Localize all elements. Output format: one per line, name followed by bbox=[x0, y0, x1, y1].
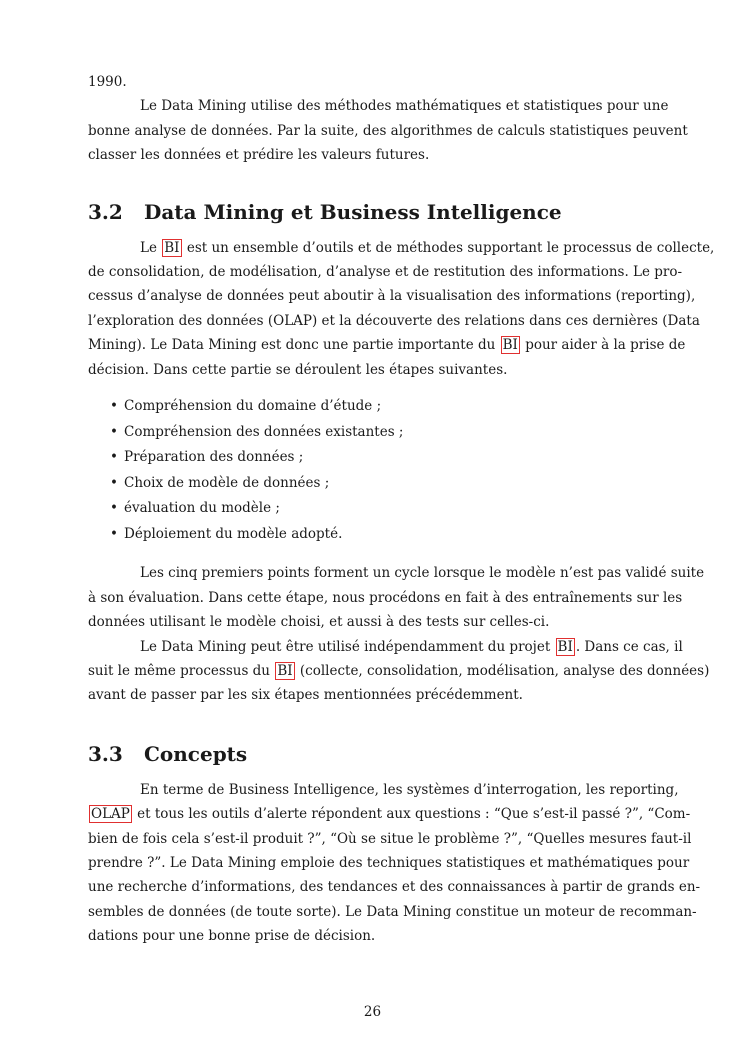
bullet-icon: • bbox=[110, 525, 118, 542]
paragraph-line: sembles de données (de toute sorte). Le Data Mining constitue un moteur de recomman- bbox=[88, 903, 697, 920]
section-heading-3-3 bbox=[88, 738, 656, 770]
paragraph-line: prendre ?”. Le Data Mining emploie des techniques statistiques et mathématiques pour bbox=[88, 854, 690, 871]
text-run: Le Data Mining peut être utilisé indépendamment du projet bbox=[140, 638, 551, 655]
text-run: suit le même processus du bbox=[88, 663, 271, 680]
paragraph-line: données utilisant le modèle choisi, et aussi à des tests sur celles-ci. bbox=[88, 614, 550, 631]
steps-list bbox=[88, 394, 656, 548]
paragraph-line: à son évaluation. Dans cette étape, nous procédons en fait à des entraînements sur les bbox=[88, 589, 683, 606]
paragraph-line bbox=[88, 659, 710, 683]
section-heading-3-2 bbox=[88, 196, 656, 228]
list-item bbox=[88, 471, 656, 497]
paragraph-line: En terme de Business Intelligence, les systèmes d’interrogation, les reporting, bbox=[140, 781, 679, 798]
top-para-line: bonne analyse de données. Par la suite, des algorithmes de calculs statistiques peuvent bbox=[88, 122, 688, 139]
text-run: Mining). Le Data Mining est donc une partie importante du bbox=[88, 337, 496, 354]
list-item bbox=[88, 445, 656, 471]
list-item-text: évaluation du modèle ; bbox=[124, 500, 280, 517]
top-para-line: classer les données et prédire les valeurs futures. bbox=[88, 147, 430, 164]
list-item-text: Choix de modèle de données ; bbox=[124, 474, 330, 491]
bullet-icon: • bbox=[110, 500, 118, 517]
list-item-text: Déploiement du modèle adopté. bbox=[124, 525, 343, 542]
paragraph-line: l’exploration des données (OLAP) et la découverte des relations dans ces dernières (Data bbox=[88, 312, 700, 329]
section-title: Concepts bbox=[144, 741, 248, 766]
section-number: 3.2 bbox=[88, 199, 123, 224]
bullet-icon: • bbox=[110, 449, 118, 466]
paragraph-line bbox=[88, 802, 691, 826]
document-page bbox=[88, 70, 715, 949]
list-item-text: Compréhension du domaine d’étude ; bbox=[124, 397, 382, 414]
paragraph-line: cessus d’analyse de données peut aboutir à la visualisation des informations (reporting), bbox=[88, 288, 696, 305]
section-number: 3.3 bbox=[88, 741, 123, 766]
list-item bbox=[88, 420, 656, 446]
paragraph-line bbox=[88, 333, 686, 357]
bullet-icon: • bbox=[110, 474, 118, 491]
paragraph-line: décision. Dans cette partie se déroulent les étapes suivantes. bbox=[88, 361, 508, 378]
acronym-link-bi[interactable]: BI bbox=[164, 239, 180, 256]
acronym-link-bi[interactable]: BI bbox=[277, 663, 293, 680]
acronym-link-bi[interactable]: BI bbox=[557, 638, 573, 655]
text-run: et tous les outils d’alerte répondent aux questions : “Que s’est-il passé ?”, “Com- bbox=[137, 806, 691, 823]
section-title: Data Mining et Business Intelligence bbox=[144, 199, 562, 224]
text-run: pour aider à la prise de bbox=[525, 337, 686, 354]
acronym-link-olap[interactable]: OLAP bbox=[91, 806, 130, 823]
paragraph-line: de consolidation, de modélisation, d’analyse et de restitution des informations. Le pro- bbox=[88, 263, 683, 280]
paragraph-line: dations pour une bonne prise de décision. bbox=[88, 928, 376, 945]
top-para-line: 1990. bbox=[88, 74, 127, 90]
text-run: . Dans ce cas, il bbox=[575, 638, 683, 655]
bullet-icon: • bbox=[110, 423, 118, 440]
paragraph-line: bien de fois cela s’est-il produit ?”, “Où se situe le problème ?”, “Quelles mesures faut-il bbox=[88, 830, 692, 847]
text-run: est un ensemble d’outils et de méthodes supportant le processus de collecte, bbox=[186, 239, 715, 256]
acronym-link-bi[interactable]: BI bbox=[502, 337, 518, 354]
paragraph-line: Les cinq premiers points forment un cycle lorsque le modèle n’est pas validé suite bbox=[140, 565, 705, 582]
list-item bbox=[88, 496, 656, 522]
list-item-text: Préparation des données ; bbox=[124, 449, 304, 466]
text-run: (collecte, consolidation, modélisation, analyse des données) bbox=[299, 663, 710, 680]
bullet-icon: • bbox=[110, 397, 118, 414]
paragraph-line bbox=[88, 635, 683, 659]
list-item bbox=[88, 394, 656, 420]
paragraph-line: avant de passer par les six étapes mentionnées précédemment. bbox=[88, 687, 523, 704]
list-item-text: Compréhension des données existantes ; bbox=[124, 423, 404, 440]
text-run: Le bbox=[140, 239, 157, 256]
page-number: 26 bbox=[363, 1004, 382, 1020]
paragraph-line: une recherche d’informations, des tendances et des connaissances à partir de grands en- bbox=[88, 879, 701, 896]
top-para-line: Le Data Mining utilise des méthodes mathématiques et statistiques pour une bbox=[140, 98, 669, 115]
list-item bbox=[88, 522, 656, 548]
paragraph-line bbox=[88, 236, 715, 260]
